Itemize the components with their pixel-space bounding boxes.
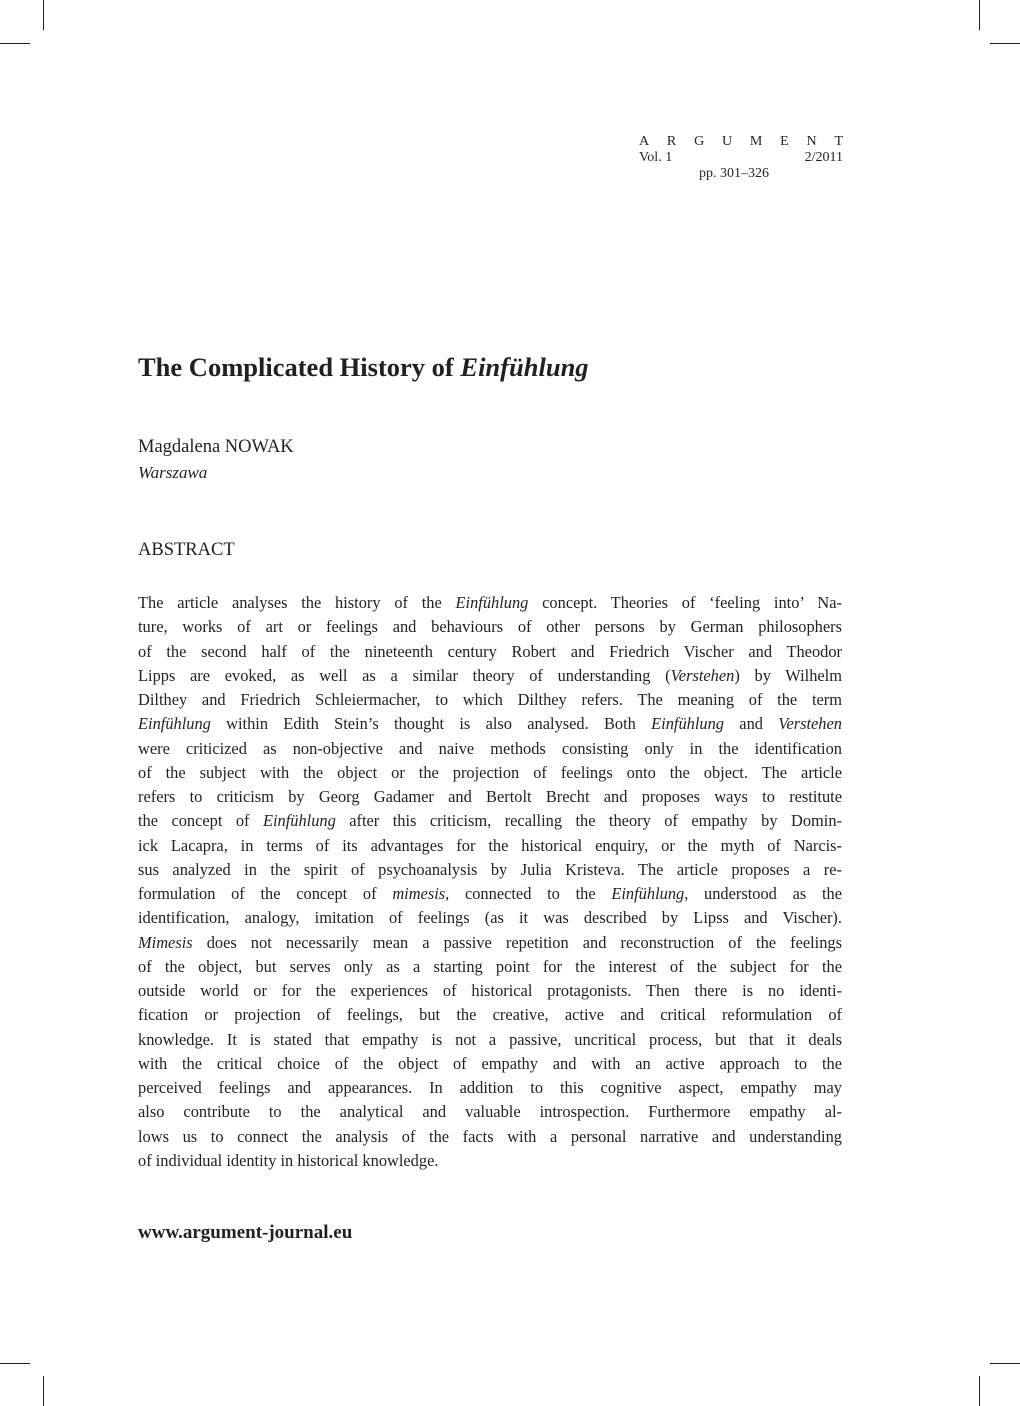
abstract-text: with the critical choice of the object of empathy and with an active approach to the	[138, 1053, 842, 1073]
abstract-text: concept. Theories of ‘feeling into’ Na-	[528, 593, 843, 612]
abstract-text: identification, analogy, imitation of feelings (as it was described by Lipss and Vischer).	[138, 908, 842, 928]
abstract-text: Dilthey and Friedrich Schleiermacher, to which Dilthey refers. The meaning of the term	[138, 690, 842, 709]
journal-letter: E	[780, 134, 789, 149]
abstract-line	[138, 979, 842, 1003]
journal-letter: G	[694, 134, 705, 149]
author-affiliation: Warszawa	[138, 463, 208, 482]
abstract-text: fication or projection of feelings, but the creative, active and critical reformulation of	[138, 1005, 842, 1025]
abstract-text: sus analyzed in the spirit of psychoanalysis by Julia Kristeva. The article proposes a re-	[138, 859, 842, 879]
abstract-line	[138, 737, 842, 761]
issue: 2/2011	[804, 150, 843, 165]
crop-mark	[979, 1376, 980, 1406]
abstract-italic-term: Mimesis	[138, 932, 193, 952]
crop-mark	[0, 43, 30, 44]
volume: Vol. 1	[639, 150, 673, 165]
abstract-italic-term: Verstehen	[778, 714, 842, 734]
abstract-line	[138, 955, 842, 979]
abstract-text: outside world or for the experiences of historical protagonists. Then there is no identi-	[138, 981, 842, 1000]
journal-header	[639, 134, 843, 181]
abstract-line	[138, 906, 842, 930]
abstract-text: ick Lacapra, in terms of its advantages for the historical enquiry, or the myth of Narcis-	[138, 835, 842, 855]
abstract-heading: ABSTRACT	[138, 540, 235, 560]
abstract-body	[138, 591, 842, 1173]
abstract-text: ture, works of art or feelings and behaviours of other persons by German philosophers	[138, 617, 842, 637]
abstract-line	[138, 1028, 842, 1052]
abstract-line	[138, 809, 842, 833]
abstract-line	[138, 882, 842, 906]
journal-url-link[interactable]: www.argument-journal.eu	[138, 1222, 353, 1243]
abstract-text: The article analyses the history of the	[138, 593, 456, 612]
abstract-text: of individual identity in historical knowledge.	[138, 1150, 439, 1170]
abstract-line	[138, 615, 842, 639]
abstract-line	[138, 785, 842, 809]
abstract-italic-term: Einfühlung	[138, 714, 211, 734]
crop-mark	[43, 1376, 44, 1406]
abstract-text: were criticized as non-objective and naive methods consisting only in the identification	[138, 738, 842, 758]
abstract-italic-term: Verstehen	[670, 665, 735, 685]
abstract-text: Lipps are evoked, as well as a similar theory of understanding (	[138, 665, 671, 685]
abstract-line	[138, 1100, 842, 1124]
abstract-italic-term: Einfühlung	[262, 811, 336, 831]
abstract-text: within Edith Stein’s thought is also analysed. Both	[210, 714, 652, 734]
abstract-line	[138, 761, 842, 785]
abstract-line	[138, 688, 842, 712]
abstract-line	[138, 640, 842, 664]
abstract-text: perceived feelings and appearances. In addition to this cognitive aspect, empathy may	[138, 1078, 842, 1097]
abstract-text: the concept of	[138, 811, 263, 831]
abstract-text: and	[724, 714, 779, 734]
abstract-text: knowledge. It is stated that empathy is not a passive, uncritical process, but that it deals	[138, 1029, 842, 1049]
crop-mark	[990, 1363, 1020, 1364]
abstract-text: formulation of the concept of	[138, 884, 393, 903]
crop-mark	[43, 0, 44, 30]
crop-mark	[0, 1363, 30, 1364]
volume-issue-row	[639, 150, 843, 166]
journal-letter: N	[806, 134, 817, 149]
abstract-text: , understood as the	[684, 884, 843, 903]
page-range: pp. 301–326	[699, 166, 769, 181]
abstract-line	[138, 1149, 842, 1173]
crop-mark	[990, 43, 1020, 44]
journal-letter: T	[834, 134, 843, 149]
abstract-italic-term: Einfühlung	[611, 884, 685, 903]
abstract-text: of the object, but serves only as a starting point for the interest of the subject for the	[138, 956, 842, 976]
abstract-text: refers to criticism by Georg Gadamer and Bertolt Brecht and proposes ways to restitute	[138, 787, 842, 806]
abstract-line	[138, 712, 842, 736]
abstract-italic-term: mimesis	[392, 884, 446, 903]
abstract-text: of the subject with the object or the projection of feelings onto the object. The article	[138, 762, 842, 782]
abstract-text: after this criticism, recalling the theory of empathy by Domin-	[335, 811, 842, 831]
journal-letter: A	[639, 134, 650, 149]
abstract-text: of the second half of the nineteenth century Robert and Friedrich Vischer and Theodor	[138, 641, 842, 661]
abstract-text: lows us to connect the analysis of the facts with a personal narrative and understanding	[138, 1126, 842, 1146]
abstract-italic-term: Einfühlung	[651, 714, 725, 734]
journal-letter: R	[666, 134, 677, 149]
author-name: Magdalena NOWAK	[138, 437, 294, 457]
journal-letter: M	[749, 134, 763, 149]
article-title	[138, 352, 589, 383]
abstract-text: also contribute to the analytical and valuable introspection. Furthermore empathy al-	[138, 1102, 842, 1122]
title-italic: Einfühlung	[460, 352, 589, 382]
journal-letter: U	[721, 134, 733, 149]
abstract-text: , connected to the	[445, 884, 612, 903]
abstract-text: does not necessarily mean a passive repetition and reconstruction of the feelings	[192, 932, 842, 952]
abstract-text: ) by Wilhelm	[734, 665, 842, 685]
title-main: The Complicated History of	[138, 352, 461, 382]
abstract-line	[138, 1003, 842, 1027]
abstract-line	[138, 834, 842, 858]
journal-name	[639, 134, 843, 150]
crop-mark	[979, 0, 980, 30]
abstract-italic-term: Einfühlung	[455, 593, 529, 612]
abstract-line	[138, 1125, 842, 1149]
abstract-line	[138, 664, 842, 688]
abstract-line	[138, 858, 842, 882]
abstract-line	[138, 1052, 842, 1076]
abstract-line	[138, 931, 842, 955]
abstract-line	[138, 1076, 842, 1100]
abstract-line	[138, 591, 842, 615]
